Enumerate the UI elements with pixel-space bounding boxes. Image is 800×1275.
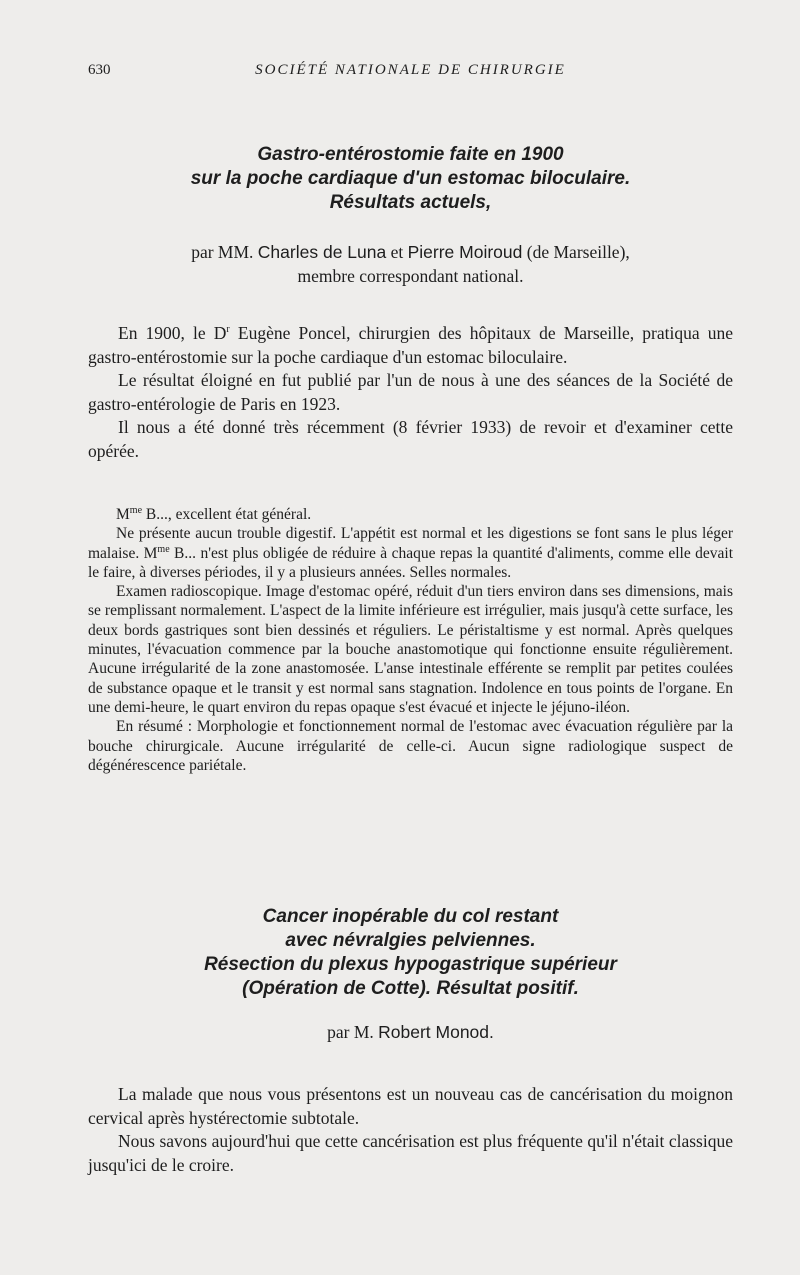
body-paragraph: Il nous a été donné très récemment (8 février 1933) de revoir et d'examiner cette opérée. xyxy=(88,417,733,461)
author-name: Charles de Luna xyxy=(257,242,387,262)
author-name: Robert Monod. xyxy=(378,1022,494,1042)
article2-title-line: Résection du plexus hypogastrique supérieur xyxy=(204,954,617,975)
article1-report xyxy=(88,505,733,775)
article2-title-line: (Opération de Cotte). Résultat positif. xyxy=(242,978,579,999)
article2-byline xyxy=(88,1020,733,1044)
article1-title-line: Résultats actuels, xyxy=(329,192,492,213)
body-paragraph: En 1900, le $D^r$ Eugène Poncel, chirurgien des hôpitaux de Marseille, pratiqua une gastro-entérostomie sur la poche cardiaque d'un estomac biloculaire. xyxy=(88,323,733,367)
running-title: SOCIÉTÉ NATIONALE DE CHIRURGIE xyxy=(255,62,566,78)
article2-title-line: avec névralgies pelviennes. xyxy=(285,930,536,951)
article1-body xyxy=(88,322,733,463)
article1-title-line: Gastro-entérostomie faite en 1900 xyxy=(257,144,564,165)
report-paragraph: En résumé : Morphologie et fonctionnement normal de l'estomac avec évacuation régulière par la bouche chirurgicale. Aucune irrégularité de celle-ci. Aucun signe radiologique suspect de dégénérescence pariétale. xyxy=(88,718,733,774)
byline-role: membre correspondant national. xyxy=(297,266,524,286)
article1-title xyxy=(88,143,733,215)
page-number: 630 xyxy=(88,62,111,78)
running-head xyxy=(88,62,733,84)
byline-and: et xyxy=(386,242,408,262)
byline-prefix: par MM. xyxy=(191,242,258,262)
body-paragraph: La malade que nous vous présentons est un nouveau cas de cancérisation du moignon cervical après hystérectomie subtotale. xyxy=(88,1084,733,1128)
report-paragraph: Ne présente aucun trouble digestif. L'appétit est normal et les digestions se font sans le plus léger malaise. $M^{me}$ B... n'est plus obligée de réduire à chaque repas la quantité d'aliments, comme elle devait le faire, à diverses périodes, il y a plusieurs années. Selles normales. xyxy=(88,525,733,581)
article2-title-line: Cancer inopérable du col restant xyxy=(262,906,559,927)
report-paragraph: $M^{me}$ B..., excellent état général. xyxy=(116,504,312,523)
article1-byline xyxy=(88,240,733,288)
article1-title-line: sur la poche cardiaque d'un estomac biloculaire. xyxy=(190,168,631,189)
byline-prefix: par M. xyxy=(327,1022,379,1042)
body-paragraph: Nous savons aujourd'hui que cette cancérisation est plus fréquente qu'il n'était classique jusqu'ici de le croire. xyxy=(88,1131,733,1175)
article2-body xyxy=(88,1083,733,1177)
author-name: Pierre Moiroud xyxy=(407,242,523,262)
body-paragraph: Le résultat éloigné en fut publié par l'un de nous à une des séances de la Société de gastro-entérologie de Paris en 1923. xyxy=(88,370,733,414)
article2-title xyxy=(88,905,733,1001)
byline-affiliation: (de Marseille), xyxy=(522,242,630,262)
report-paragraph: Examen radioscopique. Image d'estomac opéré, réduit d'un tiers environ dans ses dimensions, mais se remplissant normalement. L'aspect de la limite inférieure est irrégulier, mais jusqu'à cette surface, les deux bords gastriques sont bien dessinés et réguliers. Le péristaltisme y est normal. Après quelques minutes, l'évacuation commence par la bouche anastomotique qui fonctionne ensuite régulièrement. Aucune irrégularité de la zone anastomosée. L'anse intestinale efférente se remplit par petites coulées de substance opaque et le transit y est normal sans stagnation. Indolence en tous points de l'organe. En une demi-heure, le quart environ du repas opaque s'est évacué et injecte le jéjuno-iléon. xyxy=(88,583,733,716)
